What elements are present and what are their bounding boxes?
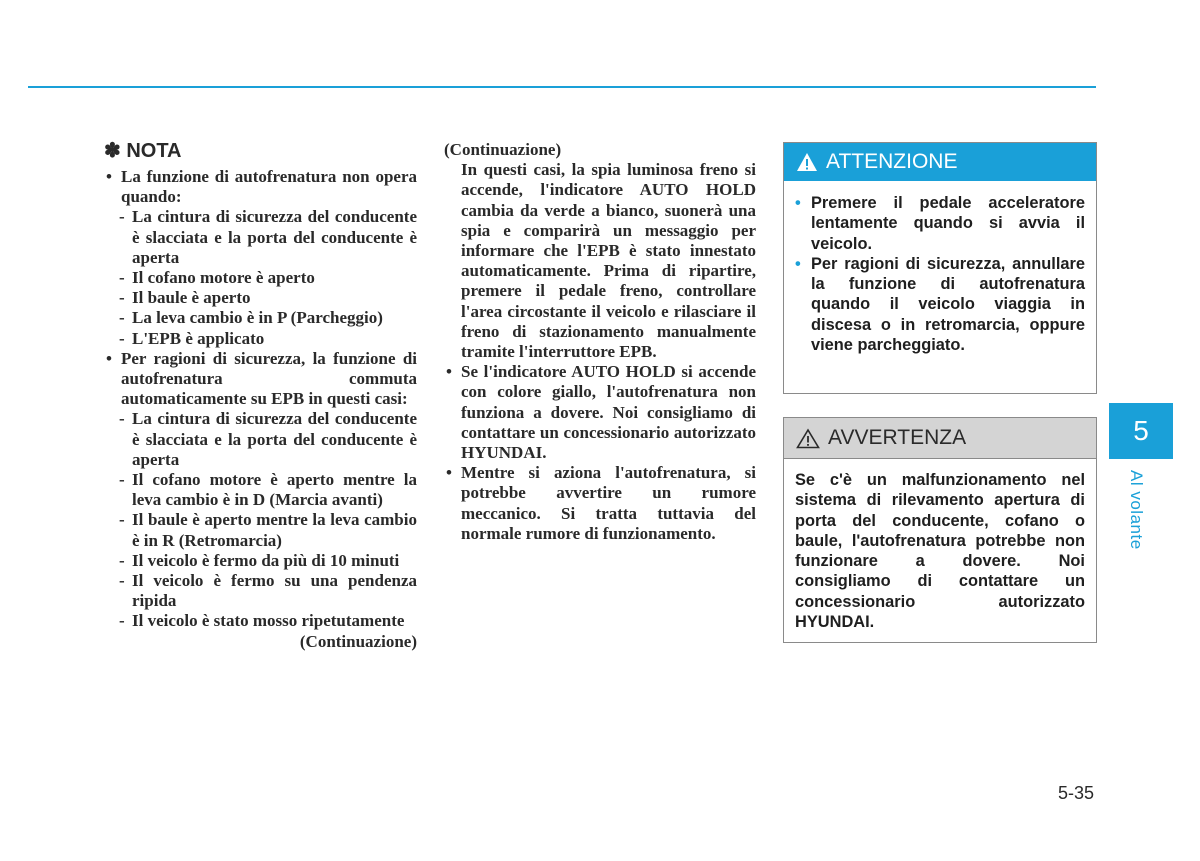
nota-title: NOTA bbox=[126, 140, 182, 162]
avvertenza-box bbox=[783, 417, 1097, 643]
nota-heading bbox=[104, 138, 417, 163]
top-rule bbox=[28, 86, 1096, 88]
nota-subitem: - L'EPB è applicato bbox=[104, 329, 417, 349]
warning-triangle-icon bbox=[796, 152, 818, 172]
avvertenza-title: AVVERTENZA bbox=[828, 426, 967, 449]
nota-subitem: - Il veicolo è fermo da più di 10 minuti bbox=[104, 551, 417, 571]
nota-subitem: - Il veicolo è stato mosso ripetutamente bbox=[104, 611, 417, 631]
nota-subitem: - La cintura di sicurezza del conducente è slacciata e la porta del conducente è aperta bbox=[104, 207, 417, 268]
nota-subitem: - La cintura di sicurezza del conducente è slacciata e la porta del conducente è aperta bbox=[104, 409, 417, 470]
nota-subitem: - Il cofano motore è aperto bbox=[104, 268, 417, 288]
nota-continuation: (Continuazione) bbox=[299, 631, 417, 651]
nota-section bbox=[104, 138, 417, 652]
nota-symbol-icon: ✽ bbox=[104, 140, 121, 162]
continuation-heading: (Continuazione) bbox=[444, 140, 562, 159]
avvertenza-header bbox=[784, 418, 1096, 459]
continuation-bullet: • Se l'indicatore AUTO HOLD si accende con colore giallo, l'autofrenatura non funziona a dovere. Noi consigliamo di contattare un concessionario autorizzato HYUNDAI. bbox=[444, 362, 756, 463]
nota-subitem: - Il cofano motore è aperto mentre la leva cambio è in D (Marcia avanti) bbox=[104, 470, 417, 510]
page-number: 5-35 bbox=[1057, 783, 1094, 803]
attenzione-header bbox=[784, 143, 1096, 181]
warning-triangle-outline-icon bbox=[796, 428, 820, 449]
continuation-paragraph: In questi casi, la spia luminosa freno si accende, l'indicatore AUTO HOLD cambia da verde a bianco, suonerà una spia e comparirà un messaggio per informare che l'EPB è stato innestato automaticamente. Prima di ripartire, premere il pedale freno, controllare l'area circostante il veicolo e rilasciare il freno di stazionamento manualmente tramite l'interruttore EPB. bbox=[461, 160, 756, 362]
avvertenza-text: Se c'è un malfunzionamento nel sistema di rilevamento apertura di porta del conducente, cofano o baule, l'autofrenatura potrebbe non funzionare a dovere. Noi consigliamo di contattare un concessionario autorizzato HYUNDAI. bbox=[795, 471, 1085, 632]
chapter-name: Al volante bbox=[1127, 470, 1146, 550]
nota-bullet-1: • La funzione di autofrenatura non opera quando: bbox=[104, 167, 417, 207]
nota-subitem: - Il veicolo è fermo su una pendenza ripida bbox=[104, 571, 417, 611]
nota-bullet-2: • Per ragioni di sicurezza, la funzione di autofrenatura commuta automaticamente su EPB in questi casi: bbox=[104, 349, 417, 410]
attenzione-item: • Premere il pedale acceleratore lentamente quando si avvia il veicolo. bbox=[795, 193, 1085, 254]
continuation-bullet: • Mentre si aziona l'autofrenatura, si potrebbe avvertire un rumore meccanico. Si tratta tuttavia del normale rumore di funzionamento. bbox=[444, 463, 756, 544]
nota-subitem: - La leva cambio è in P (Parcheggio) bbox=[104, 308, 417, 328]
attenzione-box bbox=[783, 142, 1097, 394]
nota-subitem: - Il baule è aperto bbox=[104, 288, 417, 308]
continuation-section bbox=[444, 140, 756, 544]
chapter-number-tab: 5 bbox=[1109, 403, 1173, 459]
nota-subitem: - Il baule è aperto mentre la leva cambio è in R (Retromarcia) bbox=[104, 510, 417, 550]
attenzione-title: ATTENZIONE bbox=[826, 150, 958, 173]
attenzione-item: • Per ragioni di sicurezza, annullare la funzione di autofrenatura quando il veicolo viaggia in discesa o in retromarcia, oppure viene parcheggiato. bbox=[795, 254, 1085, 355]
